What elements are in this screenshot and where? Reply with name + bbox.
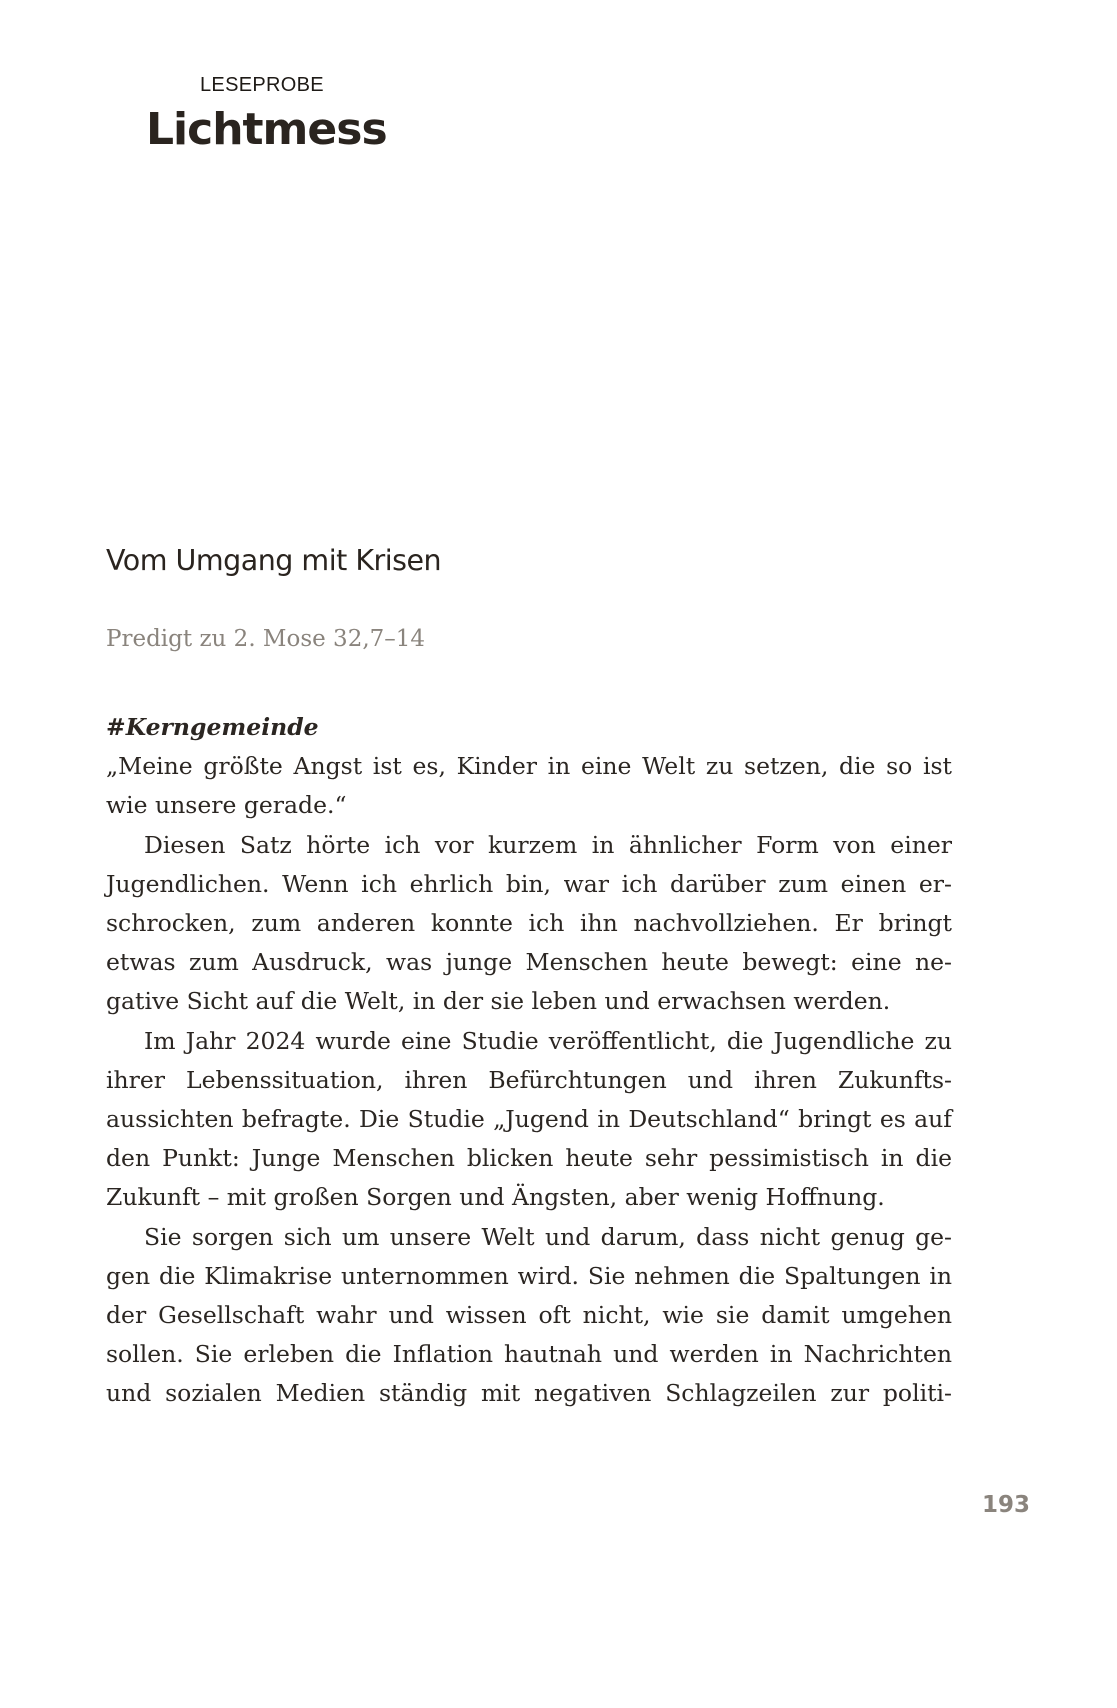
body-text	[106, 708, 952, 1414]
paragraph: Im Jahr 2024 wurde eine Studie veröffentlicht, die Jugendliche zu ihrer Lebenssituation, ihren Befürchtungen und ihren Zukunftsaussichten befragte. Die Studie „Jugend in Deutschland“ bringt es auf den Punkt: Junge Menschen blicken heute sehr pessimistisch in die Zukunft – mit großen Sorgen und Ängsten, aber wenig Hoffnung.	[106, 1026, 952, 1212]
page-number: 193	[982, 1492, 1031, 1518]
hashtag-heading: #Kerngemeinde	[106, 713, 319, 741]
section-title: Vom Umgang mit Krisen	[106, 544, 442, 577]
sermon-subtitle: Predigt zu 2. Mose 32,7–14	[106, 626, 426, 652]
paragraph: Sie sorgen sich um unsere Welt und darum, dass nicht genug gegen die Klimakrise unternommen wird. Sie nehmen die Spaltungen in der Gesellschaft wahr und wissen oft nicht, wie sie damit umgehen sollen. Sie erleben die Inflation hautnah und werden in Nachrichten und sozialen Medien ständig mit negativen Schlagzeilen zur politi-	[106, 1222, 952, 1408]
paragraph: Diesen Satz hörte ich vor kurzem in ähnlicher Form von einer Jugendlichen. Wenn ich ehrlich bin, war ich darüber zum einen erschrocken, zum anderen konnte ich ihn nachvollziehen. Er bringt etwas zum Ausdruck, was junge Menschen heute bewegt: eine negative Sicht auf die Welt, in der sie leben und erwachsen werden.	[106, 830, 952, 1016]
reading-sample-label: LESEPROBE	[200, 74, 324, 96]
chapter-title: Lichtmess	[146, 104, 387, 155]
paragraph-quote: „Meine größte Angst ist es, Kinder in eine Welt zu setzen, die so ist wie unsere gerade.“	[106, 752, 952, 820]
